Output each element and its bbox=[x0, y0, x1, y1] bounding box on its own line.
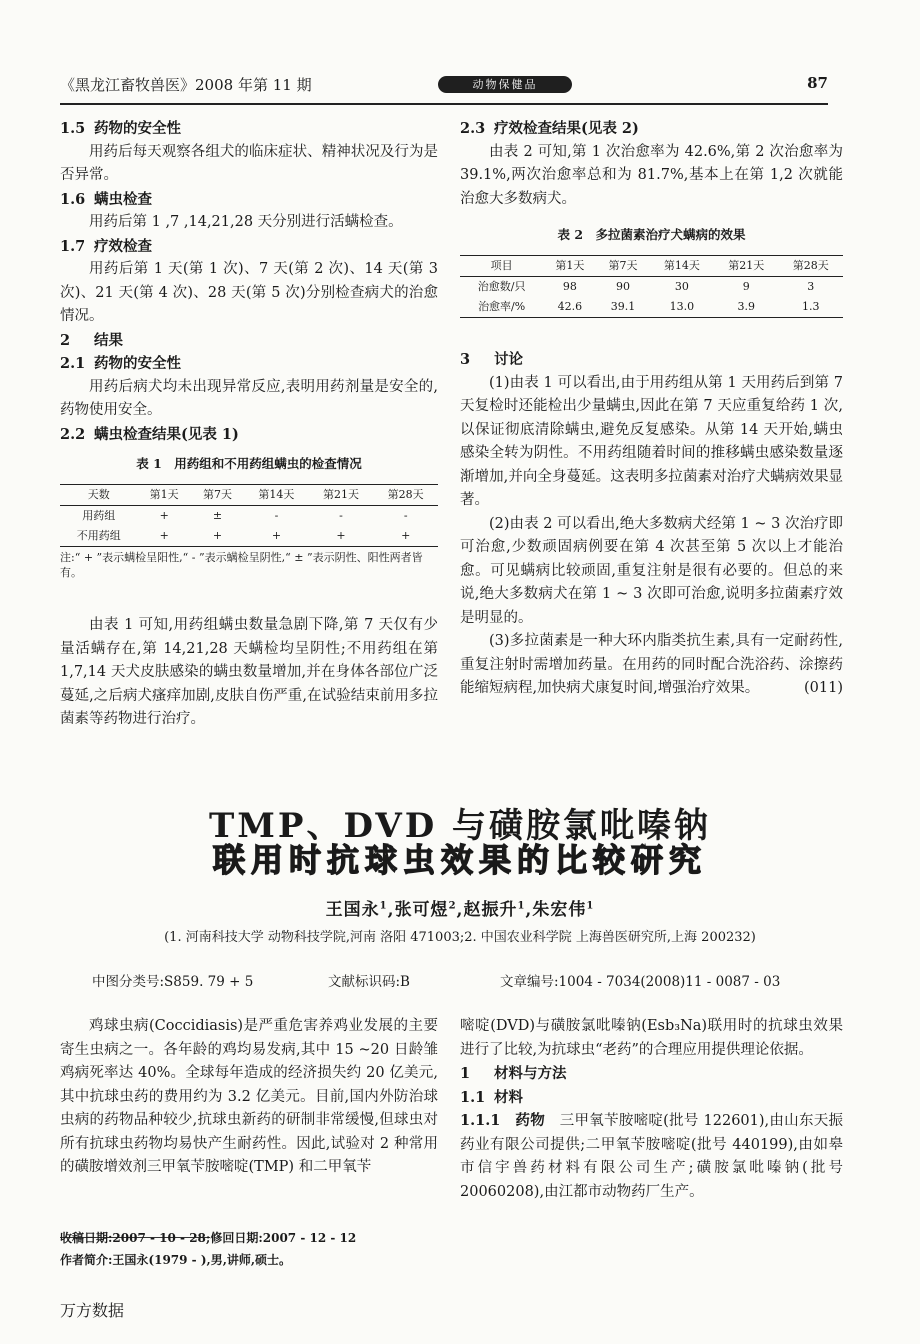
section-heading: 2.1 药物的安全性 bbox=[60, 355, 181, 372]
paragraph: 1.1.1 药物 三甲氧苄胺嘧啶(批号 122601),由山东天振药业有限公司提供;二甲氧苄胺嘧啶(批号 440199),由如皋市信宇兽药材料有限公司生产;磺胺氯吡嗪钠(批号 20060208),由江都市动物药厂生产。 bbox=[460, 1112, 844, 1200]
table-header-row bbox=[60, 484, 438, 505]
paragraph: 用药后病犬均未出现异常反应,表明用药剂量是安全的,药物使用安全。 bbox=[60, 378, 438, 418]
table-cell: 13.0 bbox=[669, 299, 695, 313]
section-heading: 1 材料与方法 bbox=[460, 1065, 567, 1082]
table-cell: - bbox=[403, 508, 408, 522]
table-cell: - bbox=[339, 508, 343, 522]
table-header-cell: 第1天 bbox=[555, 258, 585, 272]
table-header-cell: 第28天 bbox=[792, 258, 829, 272]
author-name: 赵振升 bbox=[463, 900, 518, 920]
section-heading: 2 结果 bbox=[60, 331, 123, 349]
table-header-cell: 第21天 bbox=[323, 487, 360, 501]
table-cell: 治愈率/% bbox=[478, 299, 526, 313]
right-column bbox=[460, 117, 843, 318]
article-number: 文章编号:1004 - 7034(2008)11 - 0087 - 03 bbox=[500, 974, 781, 990]
journal-name: 《黑龙江畜牧兽医》2008 年第 11 期 bbox=[60, 76, 312, 94]
table-cell: 不用药组 bbox=[76, 528, 121, 542]
affiliation: (1. 河南科技大学 动物科技学院,河南 洛阳 471003;2. 中国农业科学院 上海兽医研究所,上海 200232) bbox=[164, 930, 756, 945]
table2 bbox=[460, 255, 843, 318]
table-cell: + bbox=[401, 528, 411, 542]
table-row bbox=[460, 297, 843, 318]
table-cell: + bbox=[159, 528, 169, 542]
table-row bbox=[60, 505, 438, 526]
table-cell: 9 bbox=[742, 279, 750, 293]
table-row bbox=[60, 526, 438, 547]
table-cell: 30 bbox=[674, 279, 689, 293]
table-header-cell: 第1天 bbox=[149, 487, 179, 501]
received-date: 收稿日期:2007 - 10 - 28;修回日期:2007 - 12 - 12 bbox=[60, 1231, 357, 1245]
end-code: (011) bbox=[804, 680, 843, 696]
left-column bbox=[60, 117, 438, 580]
author-name: 朱宏伟 bbox=[532, 900, 587, 920]
paragraph: 用药后每天观察各组犬的临床症状、精神状况及行为是否异常。 bbox=[60, 143, 438, 183]
paragraph: 用药后第 1 ,7 ,14,21,28 天分别进行活螨检查。 bbox=[89, 214, 403, 230]
left-column-lower bbox=[60, 614, 438, 732]
paragraph: 由表 2 可知,第 1 次治愈率为 42.6%,第 2 次治愈率为 39.1%,两次治愈率总和为 81.7%,基本上在第 1,2 次就能治愈大多数病犬。 bbox=[460, 143, 843, 207]
table-row bbox=[460, 276, 843, 297]
paragraph: (2)由表 2 可以看出,绝大多数病犬经第 1 ~ 3 次治疗即可治愈,少数顽固病例要在第 4 次甚至第 5 次以上才能治愈。可见螨病比较顽固,重复注射是很有必要的。但总的来说,绝大多数病犬在第 1 ~ 3 次即可治愈,说明多拉菌素疗效是明显的。 bbox=[460, 515, 843, 626]
table-header-cell: 第14天 bbox=[663, 258, 700, 272]
section-heading: 1.6 螨虫检查 bbox=[60, 190, 152, 208]
table-cell: 98 bbox=[562, 279, 577, 293]
section-heading: 1.7 疗效检查 bbox=[60, 237, 152, 255]
table-cell: 90 bbox=[616, 279, 631, 293]
table-header-cell: 第21天 bbox=[728, 258, 765, 272]
table-header-cell: 项目 bbox=[490, 258, 513, 272]
table1-note: 注:“ + ”表示螨检呈阳性,“ - ”表示螨检呈阴性,“ ± ”表示阴性、阳性两者皆有。 bbox=[60, 550, 423, 579]
table-cell: 3 bbox=[807, 279, 815, 293]
right-column-discussion bbox=[460, 348, 843, 701]
paragraph: (3)多拉菌素是一种大环内脂类抗生素,具有一定耐药性,重复注射时需增加药量。在用药的同时配合洗浴药、涂擦药能缩短病程,加快病犬康复时间,增强治疗效果。 (011) bbox=[460, 630, 843, 701]
intro-right bbox=[460, 1015, 843, 1204]
section-heading: 2.2 螨虫检查结果(见表 1) bbox=[60, 425, 239, 443]
table-cell: 42.6 bbox=[557, 299, 583, 313]
document-code: 文献标识码:B bbox=[328, 974, 410, 990]
table-cell: + bbox=[212, 528, 223, 542]
page-number: 87 bbox=[807, 74, 828, 92]
section-heading: 1.1 材料 bbox=[460, 1088, 523, 1106]
table-cell: 1.3 bbox=[802, 299, 820, 313]
page-header bbox=[60, 72, 828, 102]
table-cell: 39.1 bbox=[610, 299, 636, 313]
article-title-line2: 联用时抗球虫效果的比较研究 bbox=[212, 841, 707, 879]
watermark: 万方数据 bbox=[60, 1301, 125, 1320]
paragraph: 鸡球虫病(Coccidiasis)是严重危害养鸡业发展的主要寄生虫病之一。各年龄的鸡均易发病,其中 15 ~20 日龄雏鸡病死率达 40%。全球每年造成的经济损失约 20 亿美元,其中抗球虫药的费用约为 3.2 亿美元。目前,国内外防治球虫病的药物品种较少,抗球虫新药的研制非常缓慢,但球虫对所有抗球虫药物均易快产生耐药性。因此,试验对 2 种常用的磺胺增效剂三甲氧苄胺嘧啶(TMP) 和二甲氧苄 bbox=[60, 1018, 438, 1175]
table2-caption: 表 2 多拉菌素治疗犬螨病的效果 bbox=[557, 227, 746, 242]
article-title-line1: TMP、DVD 与磺胺氯吡嗪钠 bbox=[208, 806, 712, 846]
author-list: 王国永$^1$,张可煜$^2$,赵振升$^1$,朱宏伟$^1$ bbox=[325, 900, 595, 920]
table-cell: + bbox=[336, 528, 346, 542]
author-name: 张可煜 bbox=[394, 900, 449, 920]
paragraph: (1)由表 1 可以看出,由于用药组从第 1 天用药后到第 7 天复检时还能检出少量螨虫,因此在第 7 天应重复给药 1 次,以保证彻底清除螨虫,避免反复感染。从第 14 天开始,螨虫感染全转为阴性。不用药组随着时间的推移螨虫感染数量逐渐增加,并向全身蔓延。这表明多拉菌素对治疗犬螨病效果显著。 bbox=[460, 374, 843, 508]
section-heading: 3 讨论 bbox=[460, 351, 523, 368]
section-heading: 2.3 疗效检查结果(见表 2) bbox=[460, 120, 639, 137]
author-bio: 作者简介:王国永(1979 - ),男,讲师,硕士。 bbox=[60, 1253, 292, 1267]
clc-number: 中图分类号:S859. 79 + 5 bbox=[92, 974, 254, 990]
table-header-row bbox=[460, 255, 843, 276]
table-cell: - bbox=[274, 508, 279, 522]
table-header-cell: 第7天 bbox=[608, 258, 638, 272]
table-header-cell: 第28天 bbox=[387, 487, 424, 501]
table-header-cell: 第14天 bbox=[258, 487, 295, 501]
header-rule bbox=[60, 103, 828, 105]
table-cell: ± bbox=[212, 508, 223, 522]
paragraph: 由表 1 可知,用药组螨虫数量急剧下降,第 7 天仅有少量活螨存在,第 14,21,28 天螨检均呈阴性;不用药组在第 1,7,14 天犬皮肤感染的螨虫数量增加,并在身体各部位广泛蔓延,之后病犬瘙痒加剧,皮肤自伤严重,在试验结束前用多拉菌素等药物进行治疗。 bbox=[60, 617, 438, 727]
table-header-cell: 第7天 bbox=[202, 487, 232, 501]
author-name: 王国永 bbox=[325, 900, 380, 920]
table1 bbox=[60, 484, 438, 547]
table-cell: + bbox=[159, 508, 169, 522]
table-cell: + bbox=[271, 528, 282, 542]
section-badge: 动物保健品 bbox=[438, 76, 572, 93]
table-cell: 用药组 bbox=[82, 508, 116, 522]
intro-left bbox=[60, 1015, 438, 1180]
section-heading: 1.5 药物的安全性 bbox=[60, 120, 181, 137]
table1-caption: 表 1 用药组和不用药组螨虫的检查情况 bbox=[136, 456, 362, 471]
table-cell: 3.9 bbox=[737, 299, 756, 313]
paragraph: 用药后第 1 天(第 1 次)、7 天(第 2 次)、14 天(第 3 次)、21 天(第 4 次)、28 天(第 5 次)分别检查病犬的治愈情况。 bbox=[60, 261, 438, 324]
paragraph: 嘧啶(DVD)与磺胺氯吡嗪钠(Esb₃Na)联用时的抗球虫效果进行了比较,为抗球虫“老药”的合理应用提供理论依据。 bbox=[460, 1018, 843, 1058]
table-cell: 治愈数/只 bbox=[477, 279, 526, 293]
table-header-cell: 天数 bbox=[87, 487, 110, 501]
